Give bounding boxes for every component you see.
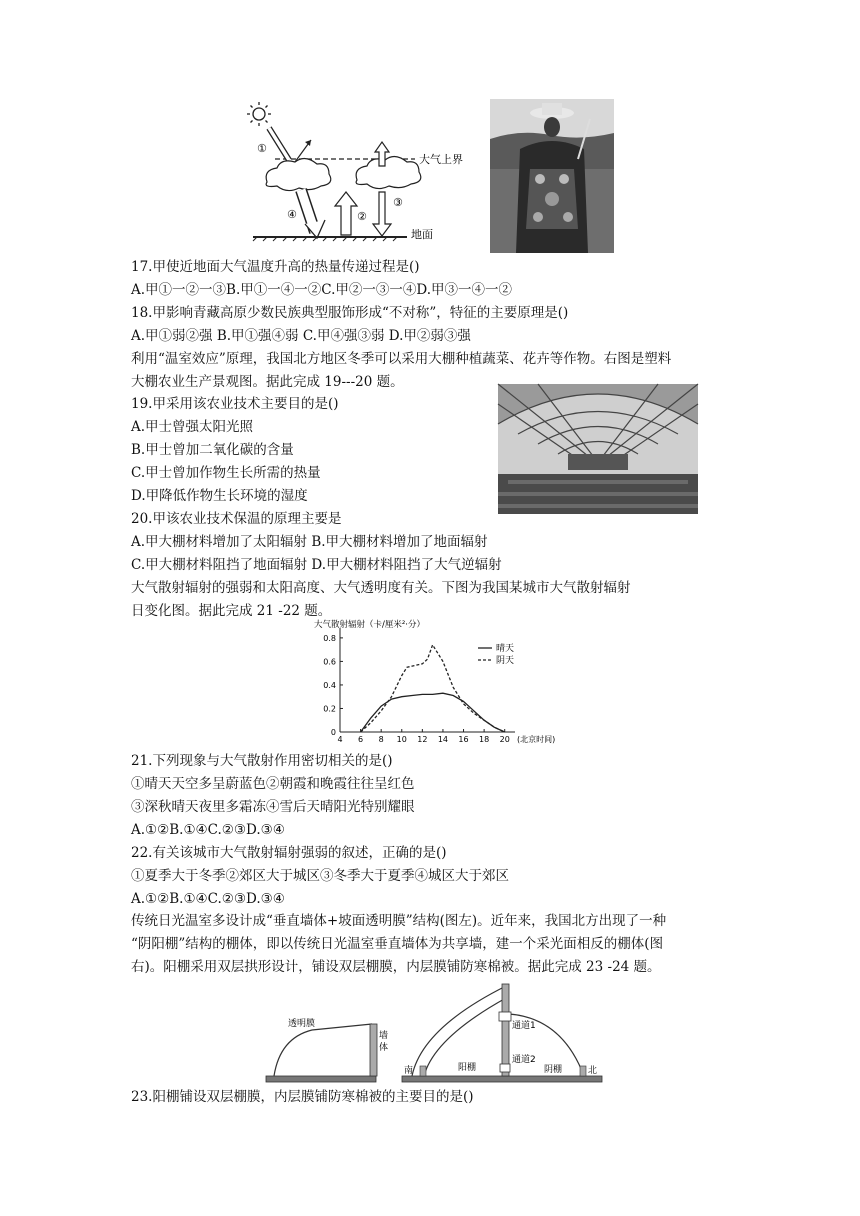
q18-options: A.甲①弱②强 B.甲①强④弱 C.甲④强③弱 D.甲②弱③强 [131, 328, 471, 344]
label-channel2: 通道2 [512, 1055, 536, 1065]
greenhouse-photo [498, 384, 698, 514]
label-transparent-film: 透明膜 [288, 1019, 316, 1029]
x-tick-label: 6 [358, 735, 364, 744]
q20-options-ab: A.甲大棚材料增加了太阳辐射 B.甲大棚材料增加了地面辐射 [131, 534, 488, 550]
label-north: 北 [588, 1066, 598, 1076]
label-yin: 阴棚 [544, 1065, 563, 1075]
label-yang: 阳棚 [458, 1063, 477, 1073]
q17-stem: 17.甲使近地面大气温度升高的热量传递过程是() [131, 259, 420, 275]
chart-ylabel: 大气散射辐射（卡/厘米²·分） [314, 620, 425, 630]
label-channel1: 通道1 [512, 1021, 536, 1031]
chart-xlabel: (北京时间) [517, 735, 556, 744]
scatter-radiation-chart [310, 618, 556, 752]
q22-stem: 22.有关该城市大气散射辐射强弱的叙述，正确的是() [131, 845, 447, 861]
marker-1: ① [257, 142, 267, 155]
intro23-line1: 传统日光温室多设计成“垂直墙体+坡面透明膜”结构(图左)。近年来，我国北方出现了一种 [131, 913, 667, 929]
x-tick-label: 18 [479, 735, 490, 744]
x-tick-label: 8 [378, 735, 384, 744]
y-tick-label: 0.6 [323, 657, 336, 667]
q19-option-d: D.甲降低作物生长环境的湿度 [131, 488, 308, 504]
x-tick-label: 10 [396, 735, 407, 744]
costume-photo [490, 99, 614, 253]
y-tick-label: 0.2 [323, 704, 336, 714]
series-line-1 [361, 693, 505, 732]
intro21-line2: 日变化图。据此完成 21 -22 题。 [131, 603, 332, 619]
q21-options: A.①②B.①④C.②③D.③④ [131, 822, 285, 838]
y-tick-label: 0.4 [323, 680, 336, 690]
label-south: 南 [404, 1066, 414, 1076]
label-wall-1: 墙 [379, 1031, 389, 1041]
label-wall-2: 体 [379, 1043, 389, 1053]
q19-option-b: B.甲士曾加二氧化碳的含量 [131, 442, 294, 458]
legend-label: 晴天 [496, 644, 515, 654]
q22-line1: ①夏季大于冬季②郊区大于城区③冬季大于夏季④城区大于郊区 [131, 868, 509, 884]
atmosphere-top-label: 大气上界 [419, 153, 463, 166]
x-tick-label: 12 [417, 735, 428, 744]
intro21-line1: 大气散射辐射的强弱和太阳高度、大气透明度有关。下图为我国某城市大气散射辐射 [131, 580, 631, 596]
y-tick-label: 0 [330, 728, 336, 737]
q19-option-c: C.甲士曾加作物生长所需的热量 [131, 465, 321, 481]
intro19-line1: 利用“温室效应”原理，我国北方地区冬季可以采用大棚种植蔬菜、花卉等作物。右图是塑料 [131, 351, 672, 367]
x-tick-label: 16 [458, 735, 469, 744]
q19-stem: 19.甲采用该农业技术主要目的是() [131, 396, 339, 412]
intro23-line2: “阴阳棚”结构的棚体，即以传统日光温室垂直墙体为共享墙，建一个采光面相反的棚体(图 [131, 936, 664, 952]
q17-options: A.甲①一②一③B.甲①一④一②C.甲②一③一④D.甲③一④一② [131, 282, 513, 298]
intro19-line2: 大棚农业生产景观图。据此完成 19---20 题。 [131, 374, 404, 390]
q18-stem: 18.甲影响青藏高原少数民族典型服饰形成“不对称”，特征的主要原理是() [131, 305, 569, 321]
q22-options: A.①②B.①④C.②③D.③④ [131, 891, 285, 907]
q23-stem: 23.阳棚铺设双层棚膜，内层膜铺防寒棉被的主要目的是() [131, 1089, 474, 1105]
radiation-diagram [245, 100, 505, 242]
x-tick-label: 4 [337, 735, 343, 744]
q19-option-a: A.甲士曾强太阳光照 [131, 419, 254, 435]
q20-options-cd: C.甲大棚材料阻挡了地面辐射 D.甲大棚材料阻挡了大气逆辐射 [131, 557, 502, 573]
y-tick-label: 0.8 [323, 633, 336, 643]
x-tick-label: 20 [499, 735, 510, 744]
cloud-left [266, 158, 331, 190]
x-tick-label: 14 [437, 735, 449, 744]
q21-stem: 21.下列现象与大气散射作用密切相关的是() [131, 753, 393, 769]
q21-line2: ③深秋晴天夜里多霜冻④雪后天晴阳光特别耀眼 [131, 799, 415, 815]
marker-2: ② [357, 210, 367, 223]
marker-3: ③ [393, 196, 403, 209]
greenhouse-structure-diagram [262, 978, 612, 1088]
q20-stem: 20.甲该农业技术保温的原理主要是 [131, 511, 342, 527]
cloud-right [356, 156, 421, 188]
ground-label: 地面 [411, 228, 433, 241]
marker-4: ④ [287, 208, 297, 221]
sun-icon [247, 102, 271, 126]
q21-line1: ①晴天天空多呈蔚蓝色②朝霞和晚霞往往呈红色 [131, 776, 415, 792]
intro23-line3: 右)。阳棚采用双层拱形设计，铺设双层棚膜，内层膜铺防寒棉被。据此完成 23 -24 题。 [131, 959, 661, 975]
legend-label: 阴天 [496, 656, 515, 666]
